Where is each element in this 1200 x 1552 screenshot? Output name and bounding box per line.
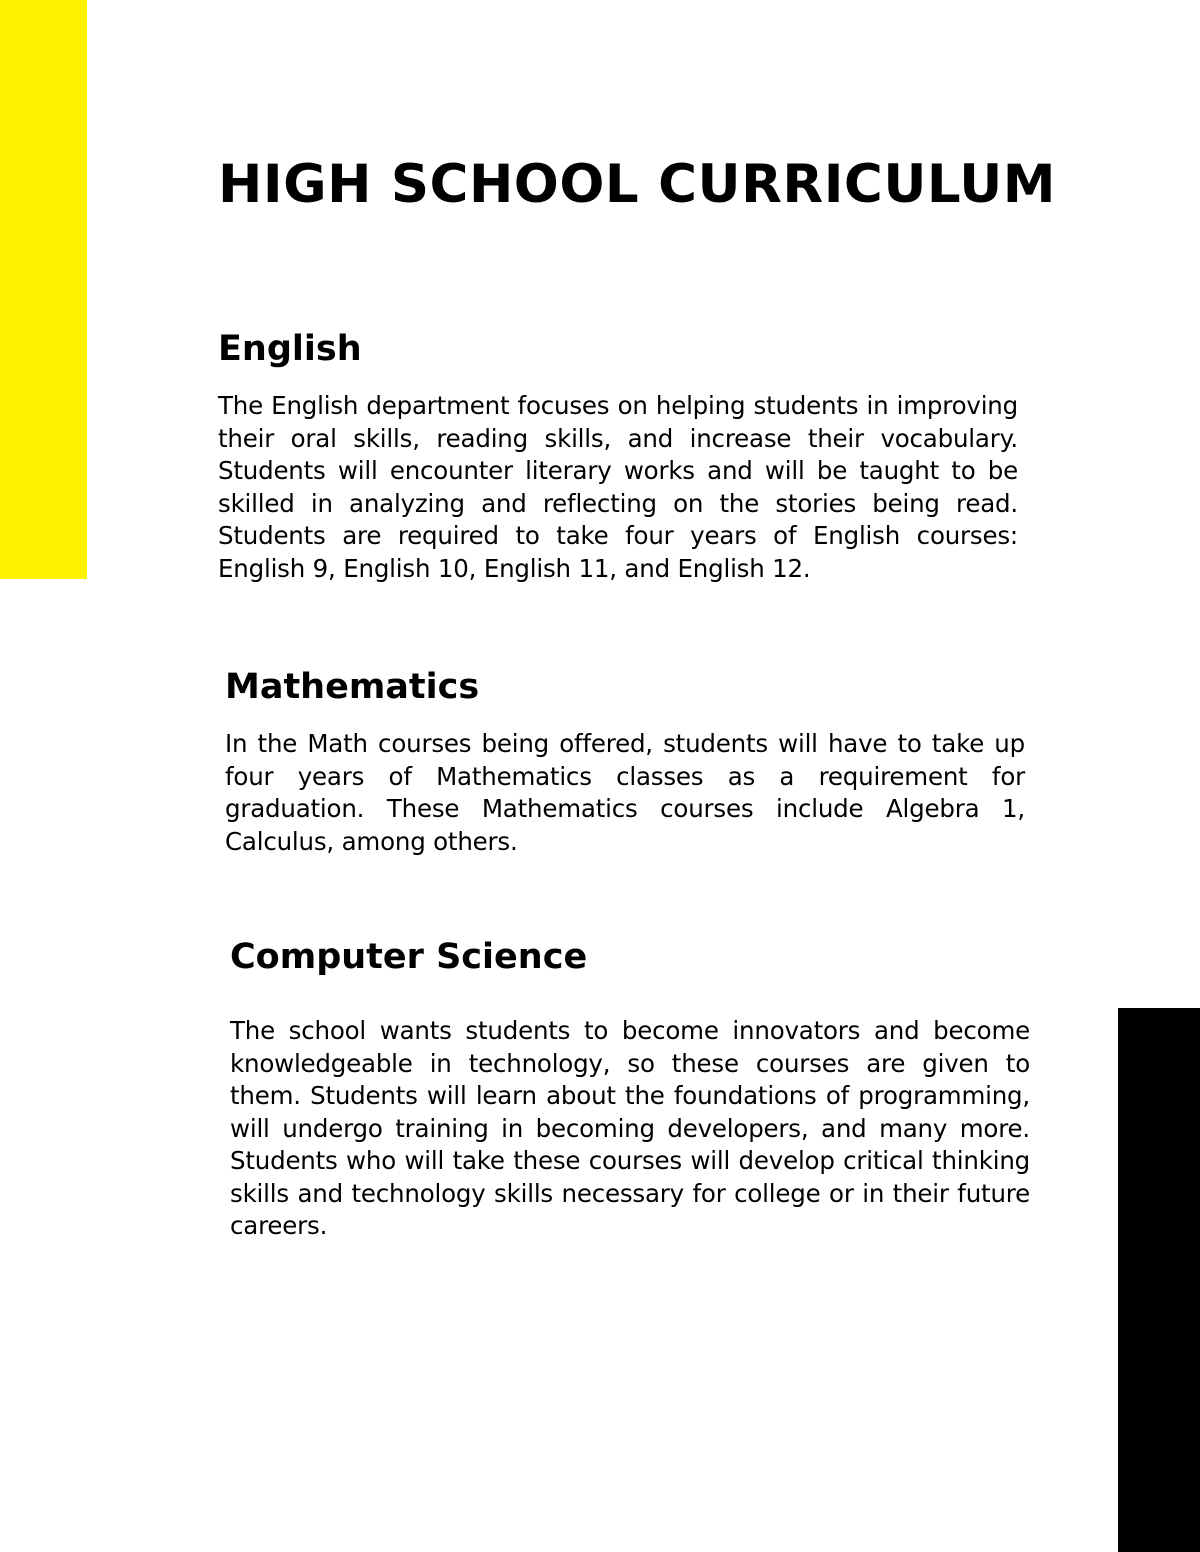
section-computer-science — [230, 934, 1030, 1243]
section-heading-computer-science: Computer Science — [230, 937, 588, 977]
black-accent-bar — [1118, 1008, 1200, 1552]
section-heading-mathematics: Mathematics — [225, 667, 480, 707]
section-mathematics — [225, 664, 1025, 858]
page-title: HIGH SCHOOL CURRICULUM — [218, 154, 1057, 215]
section-body-english: The English department focuses on helping students in improving their oral skills, reading skills, and increase their vocabulary. Students will encounter literary works and will be taught to be skilled in analyzing and reflecting on the stories being read. Students are required to take four years of English courses: English 9, English 10, English 11, and English 12. — [218, 391, 1018, 583]
section-body-computer-science: The school wants students to become innovators and become knowledgeable in technology, so these courses are given to them. Students will learn about the foundations of programming, will undergo training in becoming developers, and many more. Students who will take these courses will develop critical thinking skills and technology skills necessary for college or in their future careers. — [230, 1016, 1030, 1240]
section-english — [218, 326, 1018, 585]
yellow-accent-bar — [0, 0, 87, 579]
section-body-mathematics: In the Math courses being offered, students will have to take up four years of Mathematics classes as a requirement for graduation. These Mathematics courses include Algebra 1, Calculus, among others. — [225, 729, 1025, 856]
section-heading-english: English — [218, 329, 362, 369]
